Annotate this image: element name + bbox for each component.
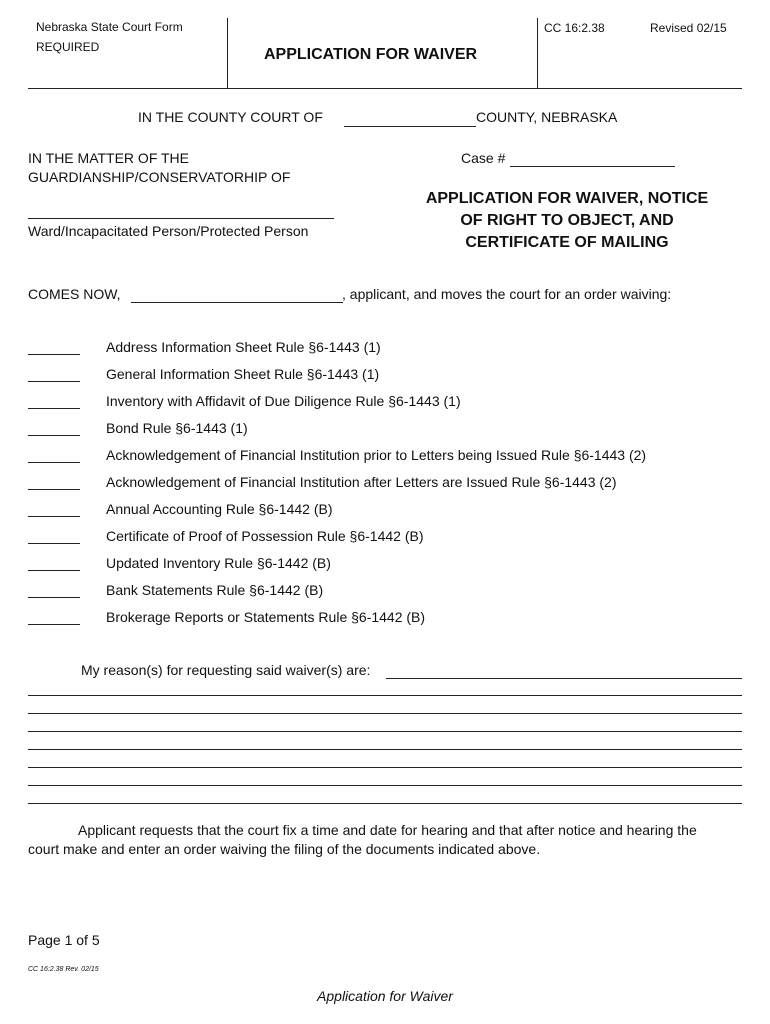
- header-divider: [227, 18, 228, 88]
- rule-label: Acknowledgement of Financial Institution after Letters are Issued Rule §6-1443 (2): [106, 474, 617, 490]
- reason-line[interactable]: [28, 803, 742, 804]
- court-prefix: IN THE COUNTY COURT OF: [138, 109, 323, 125]
- reason-line[interactable]: [28, 695, 742, 696]
- rule-label: Updated Inventory Rule §6-1442 (B): [106, 555, 331, 571]
- form-header: [28, 18, 742, 89]
- doc-title-line1: APPLICATION FOR WAIVER, NOTICE: [425, 190, 709, 207]
- rule-label: Brokerage Reports or Statements Rule §6-1442 (B): [106, 609, 426, 625]
- rule-checkbox-blank[interactable]: [28, 570, 80, 571]
- reasons-label: My reason(s) for requesting said waiver(s) are:: [81, 662, 371, 678]
- rule-label: Bank Statements Rule §6-1442 (B): [106, 582, 324, 598]
- form-source: Nebraska State Court Form: [36, 20, 183, 34]
- rule-checkbox-blank[interactable]: [28, 462, 80, 463]
- comes-now-prefix: COMES NOW,: [28, 286, 121, 302]
- page-number: Page 1 of 5: [28, 932, 100, 948]
- matter-line2: GUARDIANSHIP/CONSERVATORHIP OF: [28, 169, 291, 185]
- reason-line[interactable]: [28, 767, 742, 768]
- reason-line[interactable]: [28, 749, 742, 750]
- rule-label: Address Information Sheet Rule §6-1443 (1): [106, 339, 381, 355]
- matter-line1: IN THE MATTER OF THE: [28, 150, 190, 166]
- rule-checkbox-blank[interactable]: [28, 408, 80, 409]
- footer-doc-name: Application for Waiver: [317, 988, 453, 1004]
- rule-checkbox-blank[interactable]: [28, 435, 80, 436]
- rule-checkbox-blank[interactable]: [28, 624, 80, 625]
- rule-label: Acknowledgement of Financial Institution prior to Letters being Issued Rule §6-1443 (2): [106, 447, 647, 463]
- reason-line[interactable]: [28, 785, 742, 786]
- footer-form-rev: CC 16:2.38 Rev. 02/15: [28, 966, 99, 973]
- request-line2: court make and enter an order waiving the filing of the documents indicated above.: [28, 841, 541, 857]
- doc-title-line3: CERTIFICATE OF MAILING: [465, 234, 669, 251]
- rule-checkbox-blank[interactable]: [28, 381, 80, 382]
- rule-checkbox-blank[interactable]: [28, 516, 80, 517]
- doc-title: [402, 188, 732, 254]
- case-label: Case #: [461, 150, 506, 166]
- rule-checkbox-blank[interactable]: [28, 543, 80, 544]
- header-divider: [537, 18, 538, 88]
- reason-line[interactable]: [386, 678, 742, 679]
- rule-label: Certificate of Proof of Possession Rule §6-1442 (B): [106, 528, 424, 544]
- reason-line[interactable]: [28, 731, 742, 732]
- reason-line[interactable]: [28, 713, 742, 714]
- rule-label: Inventory with Affidavit of Due Diligence Rule §6-1443 (1): [106, 393, 461, 409]
- rule-checkbox-blank[interactable]: [28, 354, 80, 355]
- ward-label: Ward/Incapacitated Person/Protected Person: [28, 223, 309, 239]
- rule-checkbox-blank[interactable]: [28, 489, 80, 490]
- rule-label: Annual Accounting Rule §6-1442 (B): [106, 501, 333, 517]
- doc-title-line2: OF RIGHT TO OBJECT, AND: [460, 212, 674, 229]
- court-suffix: COUNTY, NEBRASKA: [476, 109, 618, 125]
- revision-date: Revised 02/15: [650, 21, 727, 35]
- form-number: CC 16:2.38: [544, 21, 605, 35]
- case-number-blank[interactable]: [510, 166, 675, 167]
- comes-now-suffix: , applicant, and moves the court for an order waiving:: [342, 286, 672, 302]
- ward-name-blank[interactable]: [28, 218, 334, 219]
- form-title: APPLICATION FOR WAIVER: [264, 46, 478, 63]
- rule-checkbox-blank[interactable]: [28, 597, 80, 598]
- required-label: REQUIRED: [36, 40, 100, 54]
- rule-label: Bond Rule §6-1443 (1): [106, 420, 248, 436]
- rule-label: General Information Sheet Rule §6-1443 (1): [106, 366, 380, 382]
- county-blank[interactable]: [344, 126, 476, 127]
- request-line1: Applicant requests that the court fix a time and date for hearing and that after notice and hearing the: [78, 822, 697, 838]
- applicant-name-blank[interactable]: [131, 302, 343, 303]
